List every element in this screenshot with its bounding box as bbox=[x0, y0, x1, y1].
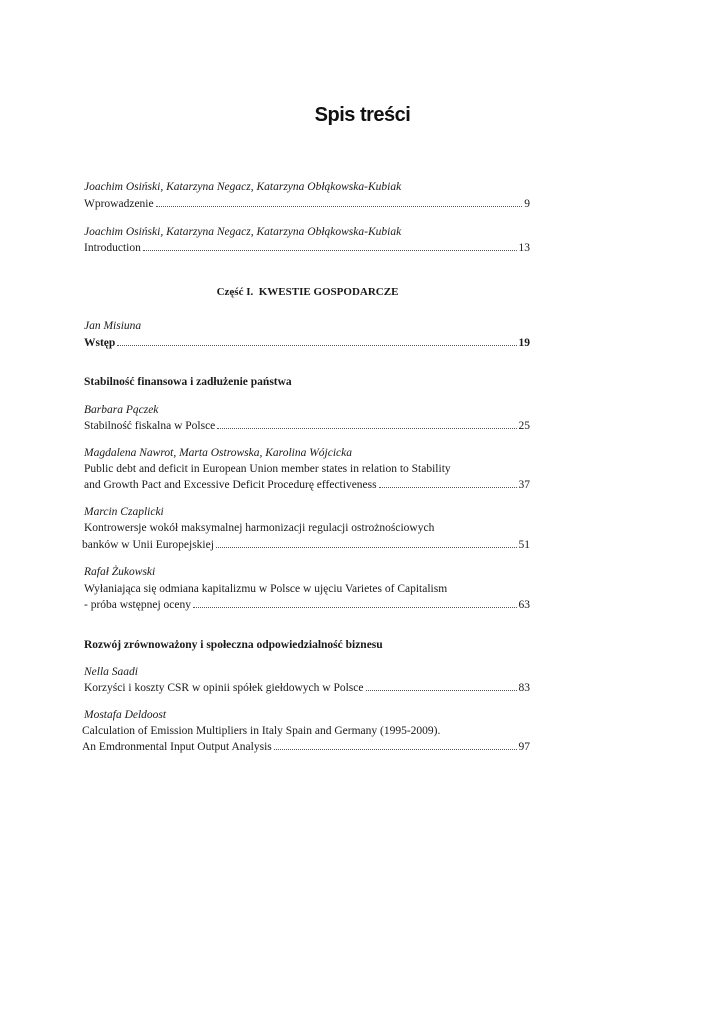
entry-title: Wprowadzenie bbox=[84, 198, 154, 210]
entry-author: Marcin Czaplicki bbox=[84, 506, 164, 518]
dot-leader bbox=[156, 205, 523, 207]
toc-line[interactable] bbox=[82, 538, 530, 553]
entry-title: Stabilność fiskalna w Polsce bbox=[84, 420, 216, 432]
entry-title: Introduction bbox=[84, 242, 141, 254]
entry-author: Mostafa Deldoost bbox=[84, 709, 167, 721]
section-heading: Stabilność finansowa i zadłużenie państwa bbox=[84, 376, 292, 388]
toc-line[interactable] bbox=[82, 740, 530, 755]
entry-title: and Growth Pact and Excessive Deficit Procedurę effectiveness bbox=[84, 479, 377, 491]
page-number: 13 bbox=[518, 242, 530, 254]
entry-title: Wstęp bbox=[84, 337, 116, 349]
page-number: 25 bbox=[518, 420, 530, 432]
entry-title: An Emdronmental Input Output Analysis bbox=[82, 741, 272, 753]
dot-leader bbox=[379, 486, 517, 488]
entry-author: Magdalena Nawrot, Marta Ostrowska, Karolina Wójcicka bbox=[84, 447, 353, 459]
page-number: 97 bbox=[518, 741, 530, 753]
page-number: 51 bbox=[518, 539, 530, 551]
entry-title-line: Public debt and deficit in European Union member states in relation to Stability bbox=[84, 463, 451, 475]
toc-line[interactable] bbox=[84, 478, 530, 493]
toc-line[interactable] bbox=[84, 241, 530, 256]
entry-title-line: Calculation of Emission Multipliers in Italy Spain and Germany (1995-2009). bbox=[82, 725, 441, 737]
entry-author: Joachim Osiński, Katarzyna Negacz, Katarzyna Obłąkowska-Kubiak bbox=[84, 226, 402, 238]
entry-title-line: Kontrowersje wokół maksymalnej harmonizacji regulacji ostrożnościowych bbox=[84, 522, 435, 534]
dot-leader bbox=[193, 606, 517, 608]
dot-leader bbox=[366, 689, 517, 691]
entry-title: Korzyści i koszty CSR w opinii spółek giełdowych w Polsce bbox=[84, 682, 364, 694]
dot-leader bbox=[274, 748, 517, 750]
dot-leader bbox=[216, 546, 517, 548]
part-heading bbox=[0, 286, 615, 298]
entry-author: Joachim Osiński, Katarzyna Negacz, Katarzyna Obłąkowska-Kubiak bbox=[84, 181, 402, 193]
toc-line[interactable] bbox=[84, 598, 530, 613]
dot-leader bbox=[217, 427, 516, 429]
dot-leader bbox=[143, 249, 517, 251]
page-title: Spis treści bbox=[314, 104, 411, 126]
entry-author: Rafał Żukowski bbox=[84, 566, 156, 578]
entry-author: Barbara Pączek bbox=[84, 404, 159, 416]
toc-line[interactable] bbox=[84, 419, 530, 434]
entry-author: Jan Misiuna bbox=[84, 320, 142, 332]
page-number: 37 bbox=[518, 479, 530, 491]
toc-line[interactable] bbox=[84, 681, 530, 696]
entry-title: banków w Unii Europejskiej bbox=[82, 539, 214, 551]
section-heading: Rozwój zrównoważony i społeczna odpowiedzialność biznesu bbox=[84, 639, 383, 651]
part-prefix: Część I. bbox=[216, 286, 254, 298]
page-number: 83 bbox=[518, 682, 530, 694]
entry-author: Nella Saadi bbox=[84, 666, 138, 678]
entry-title-line: Wyłaniająca się odmiana kapitalizmu w Polsce w ujęciu Varietes of Capitalism bbox=[84, 583, 448, 595]
page-number: 9 bbox=[524, 198, 530, 210]
page-number: 19 bbox=[518, 337, 530, 349]
toc-line[interactable] bbox=[84, 336, 530, 351]
toc-line[interactable] bbox=[84, 197, 530, 212]
part-name: KWESTIE GOSPODARCZE bbox=[258, 286, 399, 298]
entry-title: - próba wstępnej oceny bbox=[84, 599, 191, 611]
dot-leader bbox=[117, 344, 516, 346]
page-number: 63 bbox=[518, 599, 530, 611]
